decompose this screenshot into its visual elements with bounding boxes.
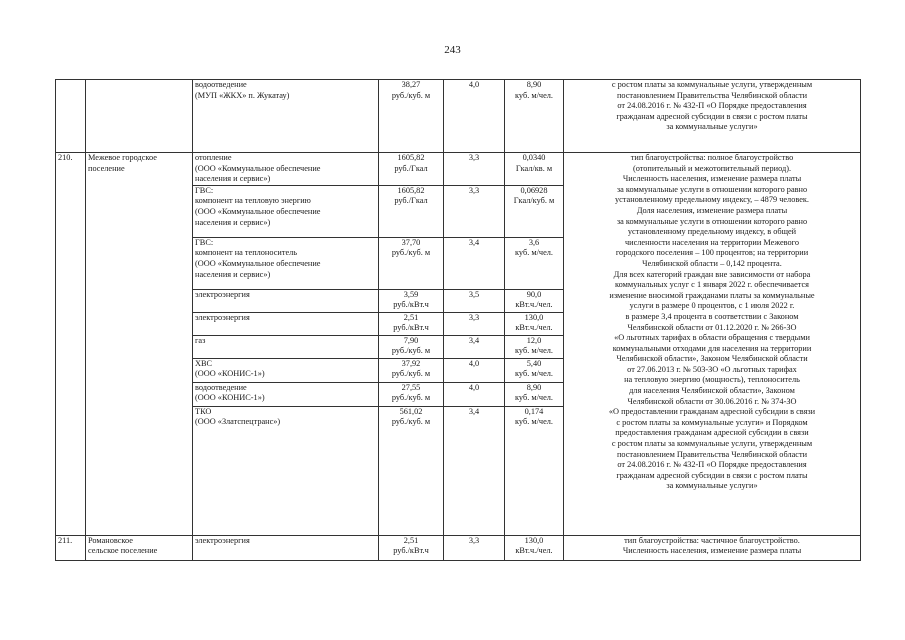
tariff-cell: 1605,82 руб./Гкал — [379, 153, 444, 186]
row-number-cell: 210. — [56, 153, 86, 536]
index-cell: 3,5 — [444, 289, 505, 312]
tariff-cell: 7,90 руб./куб. м — [379, 335, 444, 358]
row-number-cell: 211. — [56, 535, 86, 560]
index-cell: 4,0 — [444, 358, 505, 382]
norm-cell: 0,0340 Гкал/кв. м — [505, 153, 564, 186]
tariff-cell: 37,92 руб./куб. м — [379, 358, 444, 382]
index-cell: 3,4 — [444, 335, 505, 358]
service-cell: отопление (ООО «Коммунальное обеспечение населения и сервис») — [193, 153, 379, 186]
table-row-continued — [56, 80, 861, 153]
service-cell: водоотведение (МУП «ЖКХ» п. Жукатау) — [193, 80, 379, 153]
tariff-cell: 3,59 руб./кВт.ч — [379, 289, 444, 312]
municipality-cell: Романовское сельское поселение — [86, 535, 193, 560]
service-cell: ГВС: компонент на тепловую энергию (ООО «Коммунальное обеспечение населения и сервис») — [193, 185, 379, 237]
municipality-cell — [86, 80, 193, 153]
municipality-cell: Межевое городское поселение — [86, 153, 193, 536]
norm-cell: 130,0 кВт.ч./чел. — [505, 312, 564, 335]
index-cell: 3,4 — [444, 406, 505, 535]
index-cell: 3,3 — [444, 535, 505, 560]
norm-cell: 130,0 кВт.ч./чел. — [505, 535, 564, 560]
norm-cell: 3,6 куб. м/чел. — [505, 237, 564, 289]
norm-cell: 0,174 куб. м/чел. — [505, 406, 564, 535]
service-cell: электроэнергия — [193, 312, 379, 335]
row-number-cell — [56, 80, 86, 153]
table-row-211 — [56, 535, 861, 560]
norm-cell: 8,90 куб. м/чел. — [505, 80, 564, 153]
index-cell: 3,3 — [444, 312, 505, 335]
tariff-cell: 2,51 руб./кВт.ч — [379, 312, 444, 335]
service-cell: ХВС (ООО «КОНИС-1») — [193, 358, 379, 382]
service-cell: газ — [193, 335, 379, 358]
index-cell: 4,0 — [444, 382, 505, 406]
table-row-210 — [56, 153, 861, 186]
index-cell: 4,0 — [444, 80, 505, 153]
tariff-cell: 1605,82 руб./Гкал — [379, 185, 444, 237]
norm-cell: 90,0 кВт.ч./чел. — [505, 289, 564, 312]
service-cell: ГВС: компонент на теплоноситель (ООО «Коммунальное обеспечение населения и сервис») — [193, 237, 379, 289]
info-cell: тип благоустройства: полное благоустройство (отопительный и межотопительный период). Численность населения, изменение размера платы за коммунальные услуги в отношении которого равно установленному предельному индексу, – 4879 человек. Доля населения, изменение размера платы за коммунальные услуги в отношении которого равно установленному предельному индексу, в общей численности населения на территории Межевого городского поселения – 100 процентов; на территории Челябинской области – 0,142 процента. Для всех категорий граждан вне зависимости от набора коммунальных услуг с 1 января 2022 г. обеспечивается изменение вносимой гражданами платы за коммунальные услуги в размере 0 процентов, с 1 июля 2022 г. в размере 3,4 процента в соответствии с Законом Челябинской области от 01.12.2020 г. № 266-ЗО «О льготных тарифах в области обращения с твердыми коммунальными отходами для населения на территории Челябинской области», Законом Челябинской области от 27.06.2013 г. № 503-ЗО «О льготных тарифах на тепловую энергию (мощность), теплоноситель для населения Челябинской области», Законом Челябинской области от 30.06.2016 г. № 374-ЗО «О предоставлении гражданам адресной субсидии в связи с ростом платы за коммунальные услуги» и Порядком предоставления гражданам адресной субсидии в связи с ростом платы за коммунальные услуги, утвержденным постановлением Правительства Челябинской области от 24.08.2016 г. № 432-П «О Порядке предоставления гражданам адресной субсидии в связи с ростом платы за коммунальные услуги» — [564, 153, 861, 536]
page-number: 243 — [444, 44, 461, 56]
tariff-cell: 2,51 руб./кВт.ч — [379, 535, 444, 560]
index-cell: 3,4 — [444, 237, 505, 289]
index-cell: 3,3 — [444, 153, 505, 186]
norm-cell: 5,40 куб. м/чел. — [505, 358, 564, 382]
tariff-table — [55, 79, 861, 561]
norm-cell: 0,06928 Гкал/куб. м — [505, 185, 564, 237]
norm-cell: 8,90 куб. м/чел. — [505, 382, 564, 406]
info-cell: с ростом платы за коммунальные услуги, утвержденным постановлением Правительства Челябинской области от 24.08.2016 г. № 432-П «О Порядке предоставления гражданам адресной субсидии в связи с ростом платы за коммунальные услуги» — [564, 80, 861, 153]
info-cell: тип благоустройства: частичное благоустройство. Численность населения, изменение размера платы — [564, 535, 861, 560]
tariff-cell: 37,70 руб./куб. м — [379, 237, 444, 289]
norm-cell: 12,0 куб. м/чел. — [505, 335, 564, 358]
service-cell: ТКО (ООО «Златспецтранс») — [193, 406, 379, 535]
service-cell: электроэнергия — [193, 535, 379, 560]
index-cell: 3,3 — [444, 185, 505, 237]
tariff-cell: 38,27 руб./куб. м — [379, 80, 444, 153]
tariff-cell: 561,02 руб./куб. м — [379, 406, 444, 535]
tariff-cell: 27,55 руб./куб. м — [379, 382, 444, 406]
service-cell: водоотведение (ООО «КОНИС-1») — [193, 382, 379, 406]
service-cell: электроэнергия — [193, 289, 379, 312]
